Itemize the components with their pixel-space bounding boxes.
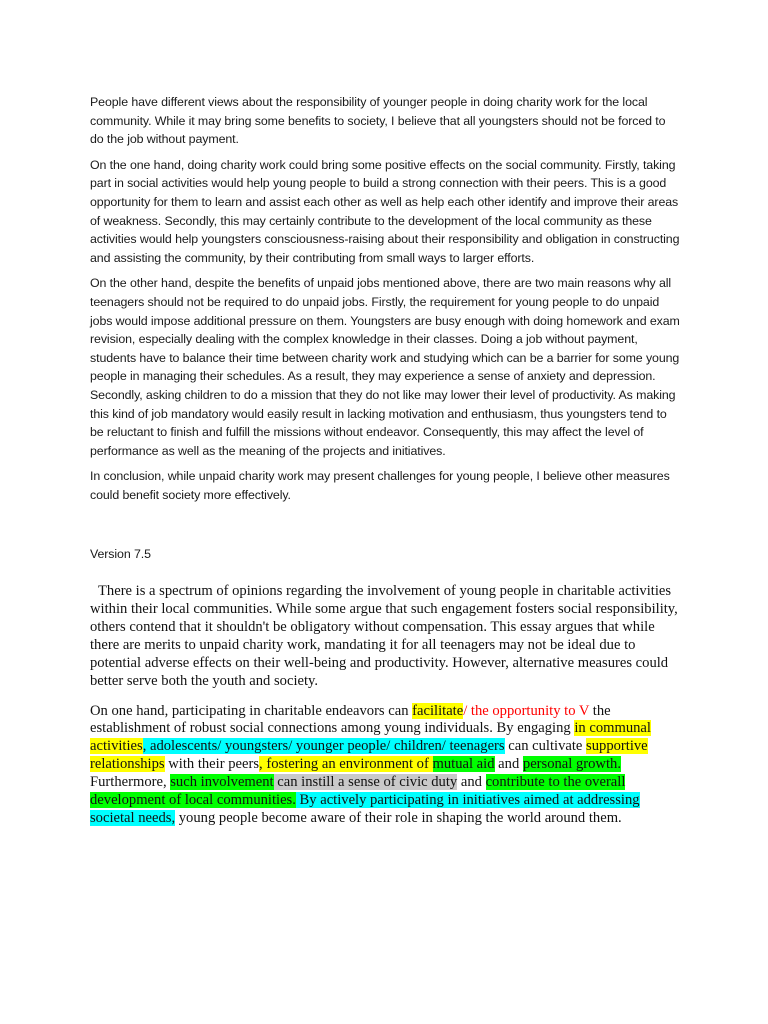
- essay2-body-paragraph: [90, 703, 682, 828]
- highlight-gray: can instill a sense of civic duty: [273, 774, 458, 791]
- segment: young people become aware of their role in shaping the world around them.: [175, 809, 622, 826]
- highlight-yellow: in communal activities: [90, 720, 651, 755]
- highlight-green: such involvement: [170, 774, 274, 791]
- segment: and: [457, 774, 486, 791]
- highlight-yellow: , fostering an environment of: [259, 756, 433, 773]
- essay1-paragraph-1: People have different views about the responsibility of younger people in doing charity work for the local community. While it may bring some benefits to society, I believe that all youngsters should not be forced to do the job without payment.: [90, 95, 666, 147]
- highlight-yellow: facilitate: [412, 702, 464, 719]
- essay1-paragraph-4: In conclusion, while unpaid charity work may present challenges for young people, I believe other measures could benefit society more effectively.: [90, 469, 670, 502]
- highlight-green: contribute to the overall development of local communities.: [90, 774, 626, 809]
- segment: the establishment of robust social connections among young individuals. By engaging: [90, 702, 611, 737]
- highlight-cyan: By actively participating in initiatives aimed at addressing societal needs,: [90, 792, 640, 826]
- essay2-intro-paragraph: There is a spectrum of opinions regarding the involvement of young people in charitable activities within their local communities. While some argue that such engagement fosters social responsibility, others contend that it shouldn't be obligatory without compensation. This essay argues that while there are merits to unpaid charity work, mandating it for all teenagers may not be ideal due to potential adverse effects on their well-being and productivity. However, alternative measures could better serve both the youth and society.: [90, 583, 678, 689]
- version-label: Version 7.5: [90, 547, 151, 562]
- highlight-cyan: , adolescents/ youngsters/ younger people/ children/ teenagers: [142, 738, 505, 755]
- highlight-green: mutual aid: [432, 756, 495, 773]
- segment: with their peers: [164, 756, 260, 773]
- essay1-paragraph-2: On the one hand, doing charity work could bring some positive effects on the social community. Firstly, taking part in social activities would help young people to build a strong connection with their peers. This is a good opportunity for them to learn and assist each other as well as help each other identify and improve their areas of weakness. Secondly, this may certainly contribute to the development of the local community as these activities would help youngsters consciousness-raising about their responsibility and obligation in constructing and assisting the community, by their contributing from small ways to larger efforts.: [90, 157, 680, 265]
- segment: Furthermore,: [90, 774, 171, 791]
- red-text: / the opportunity to V: [463, 702, 590, 719]
- segment: can cultivate: [504, 738, 587, 755]
- segment: and: [494, 756, 523, 773]
- highlight-green: personal growth.: [522, 756, 621, 773]
- highlight-yellow: supportive relationships: [90, 738, 648, 773]
- segment: On one hand, participating in charitable endeavors can: [90, 702, 413, 719]
- document-page: [90, 93, 682, 828]
- essay1-paragraph-3: On the other hand, despite the benefits of unpaid jobs mentioned above, there are two main reasons why all teenagers should not be required to do unpaid jobs. Firstly, the requirement for young people to do unpaid jobs would impose additional pressure on them. Youngsters are busy enough with doing homework and exam revision, especially dealing with the complex knowledge in their classes. Doing a job without payment, students have to balance their time between charity work and studying which can be a barrier for some young people in managing their schedules. As a result, they may experience a sense of anxiety and depression. Secondly, asking children to do a mission that they do not like may lower their level of productivity. As making this kind of job mandatory would easily result in lacking motivation and enthusiasm, thus youngsters tend to be reluctant to finish and fulfill the missions without endeavor. Consequently, this may affect the level of performance as well as the meaning of the projects and initiatives.: [90, 276, 680, 458]
